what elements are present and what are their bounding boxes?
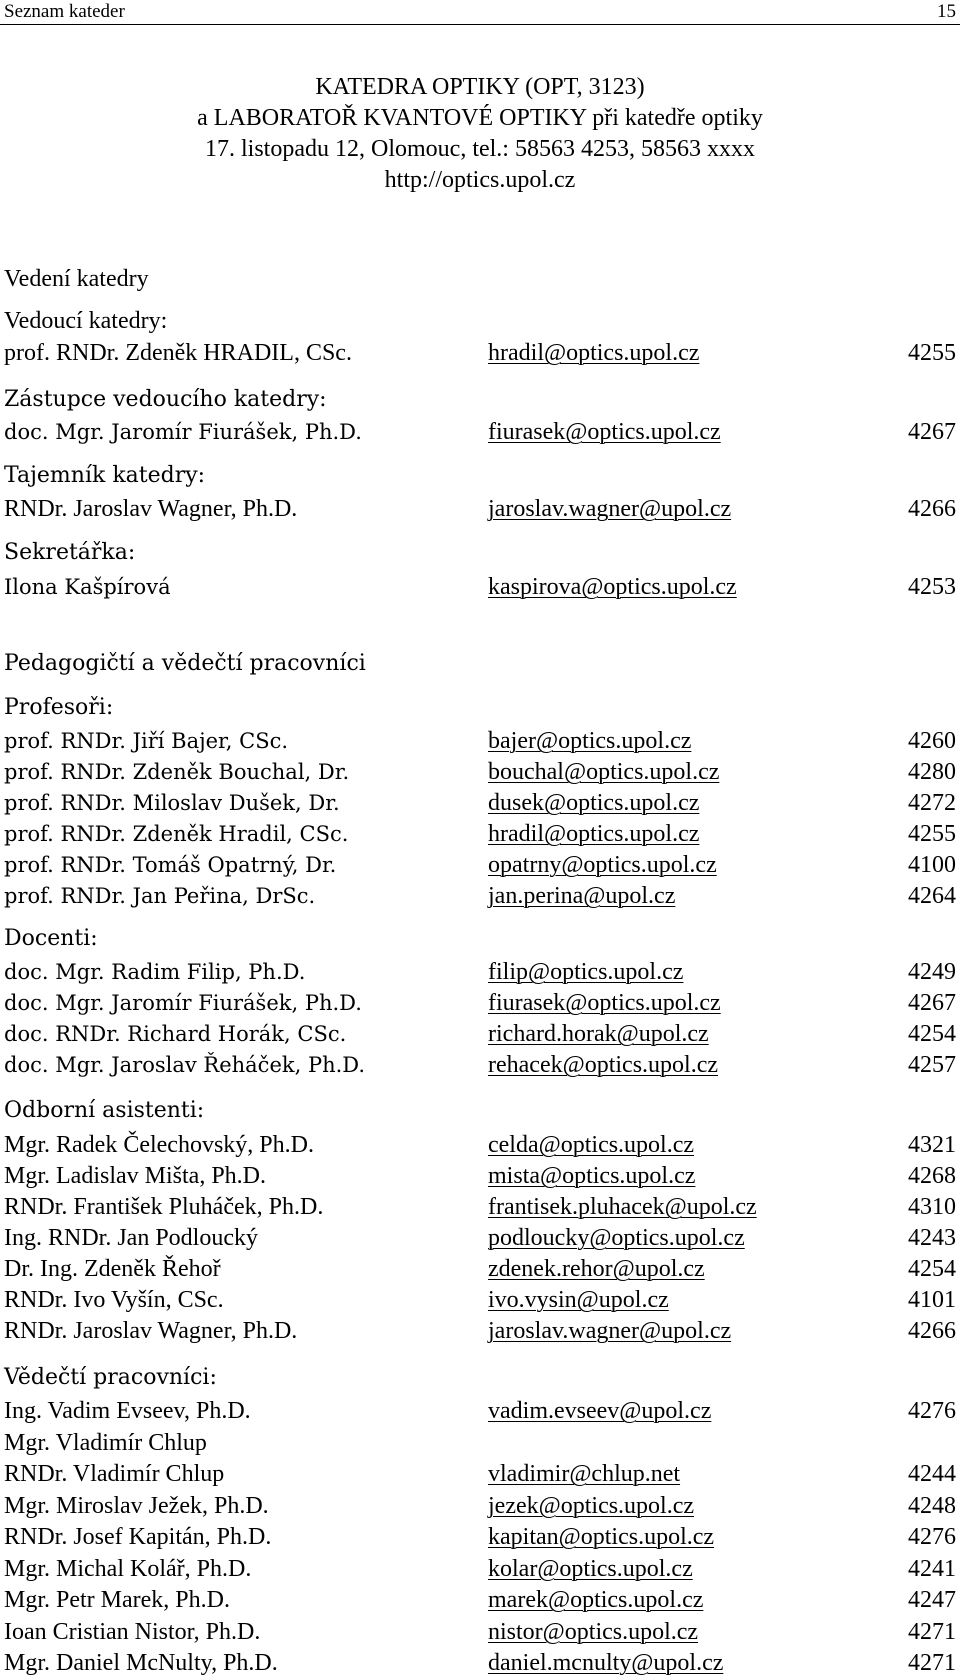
contact-row [0,726,960,757]
phone-extension: 4101 [908,1287,956,1313]
phone-extension: 4255 [908,340,956,366]
contact-row [0,1648,960,1679]
contact-row [0,1316,960,1347]
email-link[interactable]: zdenek.rehor@upol.cz [488,1256,705,1282]
phone-extension: 4254 [908,1021,956,1047]
contact-row [0,1585,960,1616]
phone-extension: 4247 [908,1587,956,1613]
email-link[interactable]: vadim.evseev@upol.cz [488,1398,712,1424]
person-name: prof. RNDr. Jan Peřina, DrSc. [4,884,316,908]
phone-extension: 4257 [908,1052,956,1078]
contact-row [0,757,960,788]
phone-extension: 4276 [908,1398,956,1424]
section-heading-staff: Pedagogičtí a vědečtí pracovníci [4,651,366,676]
email-link[interactable]: vladimir@chlup.net [488,1461,681,1487]
contact-row [0,1554,960,1585]
phone-extension: 4243 [908,1225,956,1251]
person-name: RNDr. Josef Kapitán, Ph.D. [4,1524,272,1550]
phone-extension: 4253 [908,574,956,600]
email-link[interactable]: frantisek.pluhacek@upol.cz [488,1194,757,1220]
label-docenti: Docenti: [4,926,98,951]
contact-row [0,819,960,850]
email-link[interactable]: filip@optics.upol.cz [488,959,684,985]
label-vedecti: Vědečtí pracovníci: [4,1365,217,1390]
email-link[interactable]: kaspirova@optics.upol.cz [488,574,737,600]
email-link[interactable]: marek@optics.upol.cz [488,1587,704,1613]
contact-row [0,1223,960,1254]
email-link[interactable]: ivo.vysin@upol.cz [488,1287,669,1313]
contact-row-vedouci [0,338,960,369]
phone-extension: 4268 [908,1163,956,1189]
label-sekretarka: Sekretářka: [4,540,136,565]
contact-row [0,1491,960,1522]
contact-row [0,1459,960,1490]
phone-extension: 4100 [908,852,956,878]
person-name: prof. RNDr. Zdeněk Hradil, CSc. [4,822,349,846]
person-name: Ing. RNDr. Jan Podloucký [4,1225,258,1251]
person-name: RNDr. Jaroslav Wagner, Ph.D. [4,496,298,522]
department-address: 17. listopadu 12, Olomouc, tel.: 58563 4253, 58563 xxxx [205,136,755,162]
contact-row [0,1396,960,1427]
email-link[interactable]: podloucky@optics.upol.cz [488,1225,745,1251]
email-link[interactable]: fiurasek@optics.upol.cz [488,990,721,1016]
label-profesori: Profesoři: [4,695,114,720]
phone-extension: 4248 [908,1492,956,1519]
person-name: RNDr. Ivo Vyšín, CSc. [4,1287,224,1313]
person-name: doc. Mgr. Radim Filip, Ph.D. [4,960,306,984]
phone-extension: 4266 [908,1318,956,1344]
email-link[interactable]: jaroslav.wagner@upol.cz [488,1318,732,1344]
contact-row [0,1428,960,1459]
contact-row [0,1050,960,1081]
contact-row [0,1130,960,1161]
person-name: Mgr. Radek Čelechovský, Ph.D. [4,1132,314,1158]
contact-row [0,1161,960,1192]
person-name: prof. RNDr. Zdeněk HRADIL, CSc. [4,340,352,366]
email-link[interactable]: daniel.mcnulty@upol.cz [488,1650,724,1676]
person-name: doc. RNDr. Richard Horák, CSc. [4,1022,347,1046]
contact-row [0,957,960,988]
email-link[interactable]: hradil@optics.upol.cz [488,340,700,366]
person-name: Mgr. Ladislav Mišta, Ph.D. [4,1163,266,1189]
email-link[interactable]: jezek@optics.upol.cz [488,1492,695,1519]
email-link[interactable]: celda@optics.upol.cz [488,1132,695,1158]
phone-extension: 4260 [908,728,956,754]
phone-extension: 4249 [908,959,956,985]
email-link[interactable]: opatrny@optics.upol.cz [488,852,717,878]
contact-row [0,850,960,881]
person-name: Mgr. Daniel McNulty, Ph.D. [4,1650,278,1676]
person-name: Ing. Vadim Evseev, Ph.D. [4,1398,251,1424]
label-tajemnik: Tajemník katedry: [4,463,206,488]
phone-extension: 4271 [908,1650,956,1676]
contact-row [0,1254,960,1285]
phone-extension: 4255 [908,821,956,847]
person-name: doc. Mgr. Jaroslav Řeháček, Ph.D. [4,1053,366,1077]
label-vedouci: Vedoucí katedry: [4,308,168,334]
person-name: doc. Mgr. Jaromír Fiurášek, Ph.D. [4,991,362,1015]
email-link[interactable]: mista@optics.upol.cz [488,1163,696,1189]
person-name: Mgr. Miroslav Ježek, Ph.D. [4,1492,269,1519]
department-website[interactable]: http://optics.upol.cz [384,167,576,193]
label-zastupce: Zástupce vedoucího katedry: [4,387,327,412]
email-link[interactable]: kapitan@optics.upol.cz [488,1524,715,1550]
person-name: prof. RNDr. Zdeněk Bouchal, Dr. [4,760,350,784]
phone-extension: 4267 [908,990,956,1016]
running-header [0,0,960,25]
phone-extension: 4254 [908,1256,956,1282]
phone-extension: 4276 [908,1524,956,1550]
phone-extension: 4266 [908,496,956,522]
email-link[interactable]: fiurasek@optics.upol.cz [488,419,721,445]
contact-row [0,1522,960,1553]
email-link[interactable]: kolar@optics.upol.cz [488,1555,693,1582]
person-name: RNDr. František Pluháček, Ph.D. [4,1194,324,1220]
laboratory-title: a LABORATOŘ KVANTOVÉ OPTIKY při katedře optiky [197,105,763,131]
contact-row [0,788,960,819]
contact-row [0,1192,960,1223]
person-name: Ioan Cristian Nistor, Ph.D. [4,1618,261,1645]
phone-extension: 4280 [908,759,956,785]
contact-row [0,1617,960,1648]
person-name: Mgr. Michal Kolář, Ph.D. [4,1555,252,1582]
email-link[interactable]: bajer@optics.upol.cz [488,728,692,754]
contact-row [0,1019,960,1050]
phone-extension: 4264 [908,883,956,909]
email-link[interactable]: jaroslav.wagner@upol.cz [488,496,732,522]
person-name: prof. RNDr. Tomáš Opatrný, Dr. [4,853,337,877]
email-link[interactable]: rehacek@optics.upol.cz [488,1052,719,1078]
email-link[interactable]: nistor@optics.upol.cz [488,1618,699,1645]
phone-extension: 4241 [908,1555,956,1582]
label-asistenti: Odborní asistenti: [4,1098,205,1123]
person-name: Ilona Kašpírová [4,575,171,599]
contact-row-tajemnik [0,494,960,525]
header-section-title: Seznam kateder [4,1,125,22]
department-title: KATEDRA OPTIKY (OPT, 3123) [315,74,645,100]
phone-extension: 4272 [908,790,956,816]
person-name: doc. Mgr. Jaromír Fiurášek, Ph.D. [4,420,362,444]
phone-extension: 4267 [908,419,956,445]
email-link[interactable]: hradil@optics.upol.cz [488,821,700,847]
contact-row-sekretarka [0,572,960,603]
person-name: RNDr. Vladimír Chlup [4,1461,225,1487]
person-name: Mgr. Petr Marek, Ph.D. [4,1587,230,1613]
contact-row-zastupce [0,417,960,448]
email-link[interactable]: bouchal@optics.upol.cz [488,759,720,785]
person-name: Mgr. Vladimír Chlup [4,1429,207,1456]
section-heading-vedeni: Vedení katedry [4,266,149,292]
person-name: RNDr. Jaroslav Wagner, Ph.D. [4,1318,298,1344]
email-link[interactable]: richard.horak@upol.cz [488,1021,709,1047]
phone-extension: 4244 [908,1461,956,1487]
person-name: Dr. Ing. Zdeněk Řehoř [4,1256,221,1282]
email-link[interactable]: jan.perina@upol.cz [488,883,676,909]
contact-row [0,988,960,1019]
phone-extension: 4271 [908,1618,956,1645]
contact-row [0,1285,960,1316]
phone-extension: 4321 [908,1132,956,1158]
page-number: 15 [937,1,956,22]
person-name: prof. RNDr. Jiří Bajer, CSc. [4,729,289,753]
email-link[interactable]: dusek@optics.upol.cz [488,790,700,816]
phone-extension: 4310 [908,1194,956,1220]
person-name: prof. RNDr. Miloslav Dušek, Dr. [4,791,340,815]
contact-row [0,881,960,912]
